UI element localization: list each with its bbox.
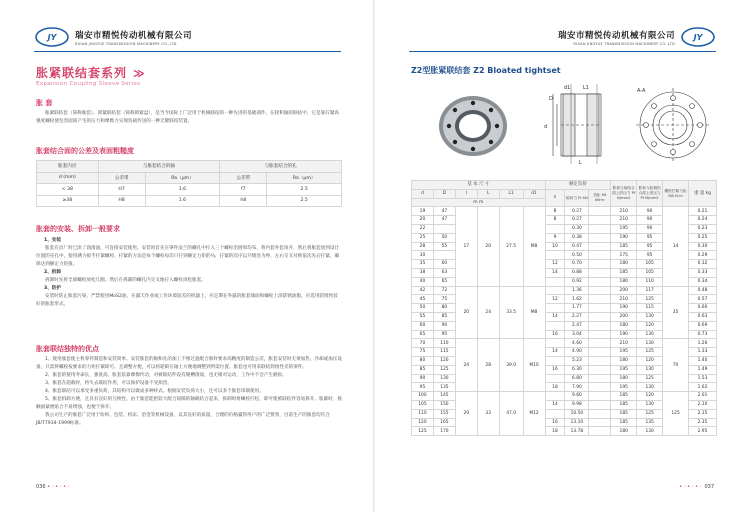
company-name-en: RUIAN JINGYUE TRANSMISSION MACHINERY CO.,LTD: [75, 41, 177, 46]
header-rule: [409, 51, 716, 52]
table-row: 125 170 18 13.78 180 130 2.95: [412, 427, 717, 436]
table-row: 30 0.50 175 95 0.29: [412, 251, 717, 260]
overview-heading: 胀 套: [36, 99, 53, 107]
tolerance-heading: 胀套结合面的公差及表面粗糙度: [36, 147, 134, 155]
install-text: 1、安装 胀套在出厂时已涂了润滑油，可直接安装使用。安装时首先在零件法兰的螺孔中拧入三个螺栓沿圆周均布，将内套外套顶开，然后将胀套放到设计位置的壳孔中，使用测力扳手拧紧螺栓，拧紧的方法是每个螺栓每次只拧到额定力矩的¼，拧紧的次序以开缝处为界，左右交叉对称依次先后拧紧，确保达到额定力矩值。 2、拆卸 拆卸时先将全部螺栓放松几圈。然后在拆卸的螺孔内交叉地拧入螺栓顶松胀套。 3、防护 安装时防止胀套污染，严禁使用MoS2油，在露天作业或工作环境较差的机器上，应定期在外露的胀套端面和螺栓上涂防锈油脂，应选用防锈性较好的胀套形式。: [36, 238, 340, 307]
header-rule: [34, 51, 341, 52]
dim-label: A-A: [637, 88, 646, 94]
table-row: 105 150 14 9.98 185 130 2.10: [412, 400, 717, 409]
table-row: 38 63 14 0.88 185 105 0.33: [412, 268, 717, 277]
dim-label: L1: [583, 85, 589, 91]
dim-label: d1: [564, 85, 571, 91]
table-row: ≥38 H8 1.6 h8 2.5: [37, 195, 342, 207]
end-view-drawing: [636, 88, 710, 162]
company-name: 瑞安市精悦传动机械有限公司: [557, 30, 675, 41]
table-row: 25 50 9 0.38 190 95 0.25: [412, 233, 717, 242]
table-row: 60 90 2.47 180 120 0.69: [412, 321, 717, 330]
dim-label: L: [579, 160, 582, 166]
company-logo: [34, 26, 70, 48]
product-title: Z2型胀紧联结套 Z2 Bloated tightset: [411, 66, 561, 75]
table-row: 65 95 16 3.04 190 130 0.73: [412, 330, 717, 339]
company-name: 瑞安市精悦传动机械有限公司: [75, 30, 193, 41]
table-row: 55 85 14 2.27 200 130 0.63: [412, 312, 717, 321]
features-text: 1、使用胀套使主机零件制造和安装简单。安装胀套的轴和孔的加工不像过盈配合那样要求高精度的制造公差，胀套安装时无须加热、冷却或加压设备，只需将螺栓按要求的力矩拧紧即可。且调整方便，可以将轮毂在轴上方便地调整到所需位置。胀套也可用来联结焊接性差的零件。 2、胀套的使用寿命长，强度高。胀套依靠摩擦传动，对被联结件没有键槽削弱，也无相对运动，工作中不会产生磨损。 3、胀套在超载时，将失去联结作用，可以保护设备不受损害。 4、胀套联结可以承受多重负荷，其结构可以做成多种样式。根据安装负荷大小，还可以多个胀套串联使用。 5、胀套拆卸方便，且具有良好的互换性。由于胀套能把较大配合间隙的轴毂结合起来，拆卸时将螺栓拧松，即可使被联结件容易拆开。胀紧时，接触面紧密贴合不易锈蚀，也便于拆开。 我公司生产的胀套广泛用于纺织、包装、机床、冶金等机械设备，以其良好的质量，合理的价格赢得用户的广泛赞誉，目前生产的胀套均符合JB/T7934-1999标准。: [36, 357, 342, 426]
tolerance-table: 胀套内径 与胀套结合的轴 与胀套结合的孔 d (mm) 公差带 Ra（μm） 公差带 Ra（μm） < 38 H7 1.6 f7 2.5 ≥38 H8 1.6 h8 2.5: [36, 160, 342, 207]
table-row: 40 65 0.92 180 110 0.34: [412, 277, 717, 286]
dim-label: D: [549, 96, 553, 102]
table-row: 95 135 18 7.90 195 130 1.62: [412, 383, 717, 392]
section-subtitle: Expansion Coupling Sleeve Series: [36, 81, 141, 87]
table-row: 110 155 10.50 185 125 2.15: [412, 409, 717, 418]
table-row: < 38 H7 1.6 f7 2.5: [37, 184, 342, 196]
header: [553, 24, 716, 50]
page-number: •◦•◦•◦ 037: [679, 484, 714, 490]
table-row: 80 120 5.23 180 120 1.40: [412, 356, 717, 365]
table-row: 85 125 16 6.30 195 130 1.49: [412, 365, 717, 374]
chevron-right-icon: ≫: [133, 67, 146, 80]
table-row: 75 115 14 4.90 195 125 1.33: [412, 348, 717, 357]
table-row: 120 165 16 13.10 185 135 2.35: [412, 418, 717, 427]
svg-text:JY: JY: [693, 33, 703, 42]
table-row: 50 80 1.77 190 115 0.60: [412, 304, 717, 313]
right-page: [375, 0, 750, 512]
overview-text: 胀紧联结套（简称胀套），锁紧联结套（简称锁紧盘），是当今国际上广泛用于机械联结的一种先进的基础部件。在轮和轴的联结中，它是靠拧紧高强度螺栓使包容面间产生的压力和摩擦力实现负载传送的一种无键联结装置。: [36, 111, 340, 124]
table-row: 100 145 29 33 47.0 M12 9.60 185 120 125 2.01: [412, 392, 717, 401]
table-row: 42 72 20 24 33.5 M8 1.36 200 117 35 0.48: [412, 286, 717, 295]
table-row: 90 130 6.80 180 125 1.53: [412, 374, 717, 383]
company-logo: [680, 26, 716, 48]
table-row: 45 75 12 1.62 210 125 0.57: [412, 295, 717, 304]
section-title: 胀紧联结套系列 ≫: [36, 66, 146, 80]
product-drawing: [411, 80, 717, 166]
features-heading: 胀套联结独特的优点: [36, 345, 99, 353]
table-row: 35 60 12 0.70 180 105 0.32: [412, 260, 717, 269]
company-name-en: RUIAN JINGYUE TRANSMISSION MACHINERY CO.,LTD: [573, 41, 675, 46]
table-row: 28 55 10 0.47 185 95 0.30: [412, 242, 717, 251]
table-row: 70 110 24 28 39.0 M10 4.60 210 130 70 1.26: [412, 339, 717, 348]
dim-label: d: [544, 124, 548, 130]
sleeve-photo: [439, 96, 507, 156]
table-row: 19 47 17 20 27.5 M8 8 0.27 210 90 14 0.21: [412, 207, 717, 216]
spec-table: 基 本 尺 寸 额定负荷 胀套与轴结合面上的压力 Pf N/mm2 胀套与轮毂结合面上的压力 Pf N/mm2 螺栓拧紧力矩 MA N·m 重 量 kg d D l L L1 d1 n 轴向力 Ft kN 扭矩 Mt kN·m m m 19 47 17 20 27.5 M8 8 0.27 210 90 14 0.21 20 47 8 0.27 210 90 0.24 22 0.30 195 90 0.23 25 50 9 0.38 190 95 0.25 28 55 10 0.47 185 95 0.30 30 0.50 175 95 0.29 35 60 12 0.70 180 105 0.32 38 63 14 0.88 185 105 0.33 40 65 0.92 180 110 0.34 42 72 20 24 33.5 M8 1.36 200 117 35 0.48 45 75 12 1.62 210 125 0.57 50 80 1.77 190 115 0.60 55 85 14 2.27 200 130 0.63 60 90 2.47 180 120 0.69 65 95 16 3.04 190 130 0.73 70 110 24 28 39.0 M10 4.60 210 130 70 1.26 75 115 14 4.90 195 125 1.33 80 120 5.23 180 120 1.40 85 125 16 6.30 195 130 1.49 90 130 6.80 180 125 1.53 95 135 18 7.90 195 130 1.62 100 145 29 33 47.0 M12 9.60 185 120 125 2.01 105 150 14 9.98 185 130 2.10 110 155 10.50 185 125 2.15 120 165 16 13.10 185 135 2.35 125 170 18 13.78 180 130 2.95: [411, 180, 717, 436]
svg-text:JY: JY: [47, 33, 57, 42]
table-row: 22 0.30 195 90 0.23: [412, 224, 717, 233]
header: [34, 24, 197, 50]
table-row: 20 47 8 0.27 210 90 0.24: [412, 216, 717, 225]
install-heading: 胀套的安装、拆卸一般要求: [36, 225, 120, 233]
page-number: 036 •◦•◦•◦: [36, 484, 71, 490]
section-drawing: [553, 84, 601, 164]
